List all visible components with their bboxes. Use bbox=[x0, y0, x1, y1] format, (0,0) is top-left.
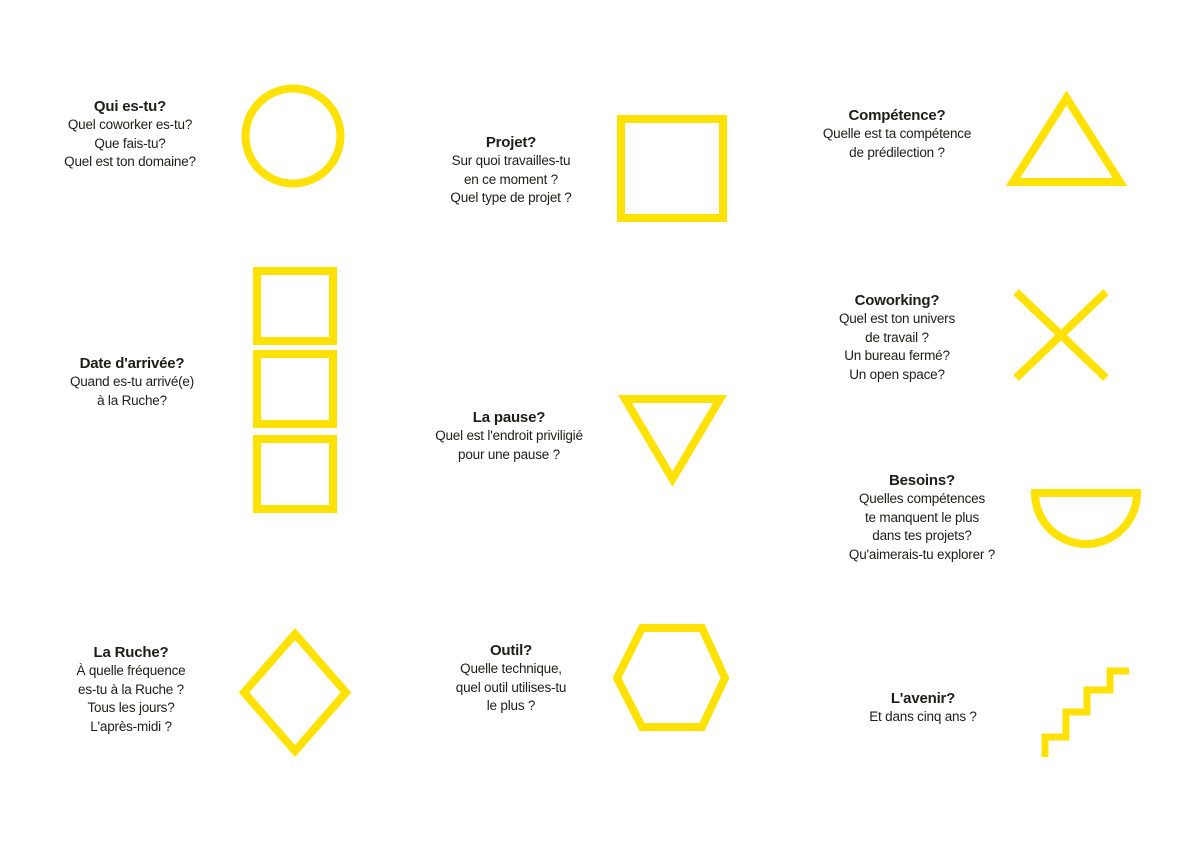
circle-outline bbox=[246, 89, 341, 184]
semicircle-outline bbox=[1035, 493, 1137, 544]
square-shape bbox=[617, 115, 727, 222]
card-line: te manquent le plus bbox=[864, 509, 980, 525]
diamond-outline bbox=[244, 634, 346, 751]
card-title: Qui es-tu? bbox=[93, 98, 167, 115]
card-projet bbox=[411, 133, 611, 208]
card-title: L'avenir? bbox=[890, 690, 956, 707]
card-line: Sur quoi travailles-tu bbox=[451, 153, 571, 168]
hexagon-outline bbox=[617, 628, 725, 727]
card-line: L'après-midi ? bbox=[90, 718, 172, 734]
card-line: Un bureau fermé? bbox=[844, 348, 950, 363]
card-title: La Ruche? bbox=[93, 644, 169, 661]
card-outil bbox=[411, 641, 611, 716]
card-line: de travail ? bbox=[865, 329, 929, 345]
semicircle-shape bbox=[1030, 489, 1142, 546]
circle-shape bbox=[237, 80, 349, 192]
stacked-square-2 bbox=[257, 354, 333, 424]
card-line: Et dans cinq ans ? bbox=[869, 709, 977, 724]
card-line: Qu'aimerais-tu explorer ? bbox=[848, 546, 996, 562]
diamond-shape bbox=[235, 625, 355, 760]
card-la-ruche bbox=[31, 643, 231, 736]
square-outline bbox=[621, 119, 723, 218]
card-line: Quel coworker es-tu? bbox=[67, 117, 193, 132]
card-date-arrivee bbox=[32, 354, 232, 410]
card-coworking bbox=[797, 291, 997, 384]
card-line: Quelle technique, bbox=[460, 661, 562, 676]
card-line: Quel est ton univers bbox=[838, 311, 956, 326]
card-line: Quel est l'endroit priviligié bbox=[435, 428, 583, 443]
card-title: Compétence? bbox=[848, 107, 946, 124]
card-avenir bbox=[823, 689, 1023, 727]
triangle-up-outline bbox=[1013, 98, 1120, 182]
stairs-shape bbox=[1040, 666, 1132, 759]
card-line: es-tu à la Ruche ? bbox=[78, 681, 184, 697]
card-line: Un open space? bbox=[849, 366, 945, 382]
card-line: de prédilection ? bbox=[849, 144, 945, 160]
card-line: Quand es-tu arrivé(e) bbox=[69, 374, 195, 389]
stacked-squares-shape bbox=[253, 267, 337, 513]
card-line: Tous les jours? bbox=[87, 700, 175, 715]
card-line: à la Ruche? bbox=[97, 392, 167, 408]
hexagon-shape bbox=[612, 623, 730, 732]
triangle-down-shape bbox=[618, 393, 727, 490]
card-title: Besoins? bbox=[889, 472, 955, 489]
card-title: Projet? bbox=[485, 134, 537, 151]
stairs-outline bbox=[1045, 671, 1129, 757]
card-line: en ce moment ? bbox=[463, 171, 558, 187]
card-title: Coworking? bbox=[854, 292, 940, 309]
cross-shape bbox=[1012, 288, 1110, 382]
card-competence bbox=[797, 106, 997, 162]
card-line: Quel type de projet ? bbox=[450, 190, 572, 205]
card-title: Date d'arrivée? bbox=[79, 355, 185, 372]
card-la-pause bbox=[409, 408, 609, 464]
card-title: La pause? bbox=[472, 409, 546, 426]
card-line: quel outil utilises-tu bbox=[455, 679, 567, 695]
card-line: Quelle est ta compétence bbox=[822, 126, 972, 141]
card-line: dans tes projets? bbox=[872, 528, 972, 543]
card-line: le plus ? bbox=[486, 698, 536, 713]
card-besoins bbox=[822, 471, 1022, 564]
card-title: Outil? bbox=[489, 642, 533, 659]
card-line: Que fais-tu? bbox=[94, 135, 166, 151]
card-qui-es-tu bbox=[30, 97, 230, 172]
card-line: pour une pause ? bbox=[458, 446, 560, 462]
stacked-square-1 bbox=[257, 271, 333, 341]
card-line: À quelle fréquence bbox=[76, 663, 186, 678]
triangle-up-shape bbox=[1006, 88, 1127, 187]
card-line: Quelles compétences bbox=[858, 491, 986, 506]
triangle-down-outline bbox=[625, 399, 720, 479]
stacked-square-3 bbox=[257, 439, 333, 509]
card-line: Quel est ton domaine? bbox=[64, 154, 196, 169]
